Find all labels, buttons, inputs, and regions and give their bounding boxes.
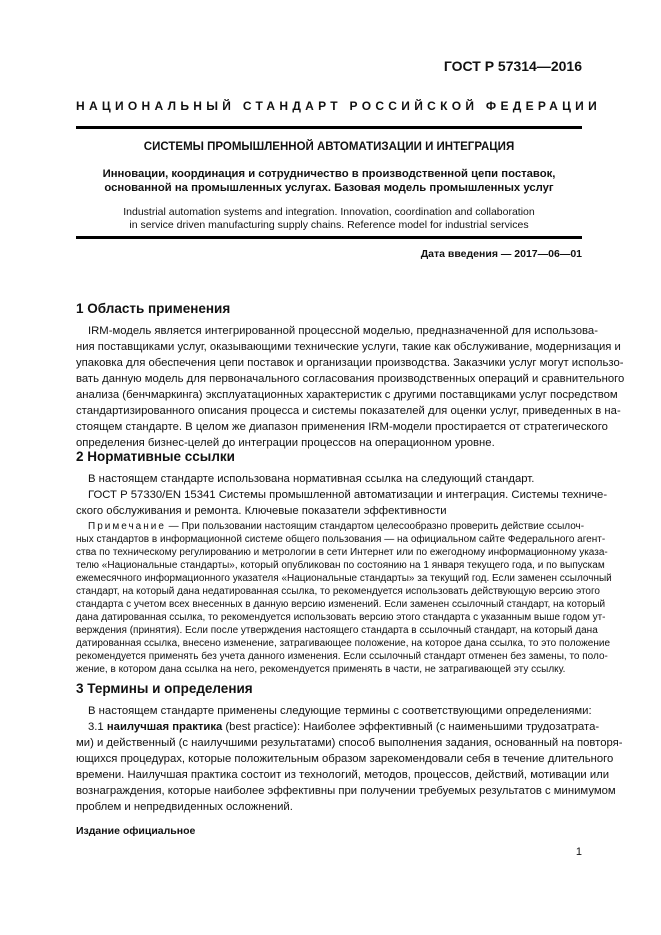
section-2-line: ГОСТ Р 57330/EN 15341 Системы промышленной автоматизации и интеграция. Системы техниче- <box>88 489 608 501</box>
term-3-1-line: времени. Наилучшая практика состоит из технологий, методов, процессов, действий, мотивации или <box>76 769 610 781</box>
section-3-heading: 3 Термины и определения <box>76 681 253 696</box>
section-1-line: упаковка для обеспечения цепи поставок и организации производства. Заказчики услуг могут использо- <box>76 357 624 369</box>
title-ru-main: СИСТЕМЫ ПРОМЫШЛЕННОЙ АВТОМАТИЗАЦИИ И ИНТЕГРАЦИЯ <box>143 141 515 153</box>
note-line: ежемесячного информационного указателя «Национальные стандарты» за текущий год. Если заменен ссылочный <box>76 573 612 584</box>
term-name: наилучшая практика <box>106 721 223 733</box>
note-line: датированная ссылка, внесено изменение, затрагивающее положение, на которое дана ссылка, то это положение <box>76 638 611 649</box>
title-en-2: in service driven manufacturing supply chains. Reference model for industrial services <box>129 219 529 231</box>
title-ru-sub-2: основанной на промышленных услугах. Базовая модель промышленных услуг <box>104 182 554 194</box>
note-line: стандарта с учетом всех внесенных в данную версию изменений. Если заменен ссылочный стандарт, на который <box>76 599 606 610</box>
note-label: Примечание <box>88 521 166 532</box>
section-1-line: анализа (бенчмаркинга) эксплуатационных характеристик с другими поставщиками услуг посредством <box>76 389 618 401</box>
section-1-line: IRM-модель является интегрированной процессной моделью, предназначенной для использова- <box>88 325 598 337</box>
title-en-1: Industrial automation systems and integration. Innovation, coordination and collaboration <box>123 206 535 218</box>
top-rule <box>76 126 582 129</box>
section-2-heading: 2 Нормативные ссылки <box>76 449 235 464</box>
note-line: жение, в котором дана ссылка на него, рекомендуется применять в части, не затрагивающей эту ссылку. <box>76 664 566 675</box>
title-ru-sub-1: Инновации, координация и сотрудничество в производственной цепи поставок, <box>102 168 556 180</box>
standard-type: НАЦИОНАЛЬНЫЙ СТАНДАРТ РОССИЙСКОЙ ФЕДЕРАЦИИ <box>76 99 602 113</box>
section-1-line: стоящем стандарте. В целом же диапазон применения IRM-модели простирается от стратегического <box>76 421 608 433</box>
document-number: ГОСТ Р 57314—2016 <box>443 58 582 74</box>
term-3-1-line: вознаграждения, которые наиболее эффективны при получении требуемых результатов с минимумом <box>76 785 616 797</box>
note-line: дана датированная ссылка, то рекомендуется использовать версию этого стандарта с указанным выше годом ут- <box>76 612 606 623</box>
note-line: ных стандартов в информационной системе общего пользования — на официальном сайте Федерального агент- <box>76 534 606 545</box>
section-1-line: стандартизированного описания процесса и системы показателей для оценки услуг, приведенных в на- <box>76 405 621 417</box>
bottom-rule <box>76 236 582 239</box>
note-text: — При пользовании настоящим стандартом целесообразно проверить действие ссылоч- <box>165 521 585 532</box>
note-line: стандарт, на который дана недатированная ссылка, то рекомендуется использовать действующую версию этого <box>76 586 600 597</box>
intro-date: Дата введения — 2017—06—01 <box>420 248 582 260</box>
term-3-1-line: ми) и действенный (с наилучшими результатами) способ выполнения задания, основанный на повторя- <box>76 737 623 749</box>
edition-label: Издание официальное <box>76 825 196 837</box>
note-line: верждения (принятия). Если после утверждения настоящего стандарта в ссылочный стандарт, на который дана <box>76 625 598 636</box>
note-line: телю «Национальные стандарты», который опубликован по состоянию на 1 января текущего года, и по выпускам <box>76 560 605 571</box>
term-definition-start: (best practice): Наиболее эффективный (с наименьшими трудозатрата- <box>222 721 600 733</box>
page-number: 1 <box>575 846 582 858</box>
section-1-line: определения бизнес-целей до интеграции процессов на операционном уровне. <box>76 437 495 449</box>
note-first-line <box>88 521 585 533</box>
note-line: ства по техническому регулированию и метрологии в сети Интернет или по ежегодному информационному указа- <box>76 547 608 558</box>
term-number: 3.1 <box>88 721 107 733</box>
note-line: рекомендуется применять без учета данного изменения. Если ссылочный стандарт отменен без замены, то поло- <box>76 651 608 662</box>
section-1-heading: 1 Область применения <box>76 301 231 316</box>
section-1-line: вать данную модель для первоначального согласования производственных операций и сравнительного <box>76 373 625 385</box>
section-2-line: ского обслуживания и ремонта. Ключевые показатели эффективности <box>76 505 447 517</box>
term-3-1-line <box>88 721 600 734</box>
term-3-1-line: проблем и непредвиденных осложнений. <box>76 801 293 813</box>
section-1-line: ния поставщиками услуг, оказывающими технические услуги, такие как обслуживание, модернизация и <box>76 341 621 353</box>
section-3-intro: В настоящем стандарте применены следующие термины с соответствующими определениями: <box>88 705 592 717</box>
term-3-1-line: ющихся процедурах, которые положительным образом зарекомендовали себя в течение длительного <box>76 753 614 765</box>
section-2-line: В настоящем стандарте использована нормативная ссылка на следующий стандарт. <box>88 473 535 485</box>
